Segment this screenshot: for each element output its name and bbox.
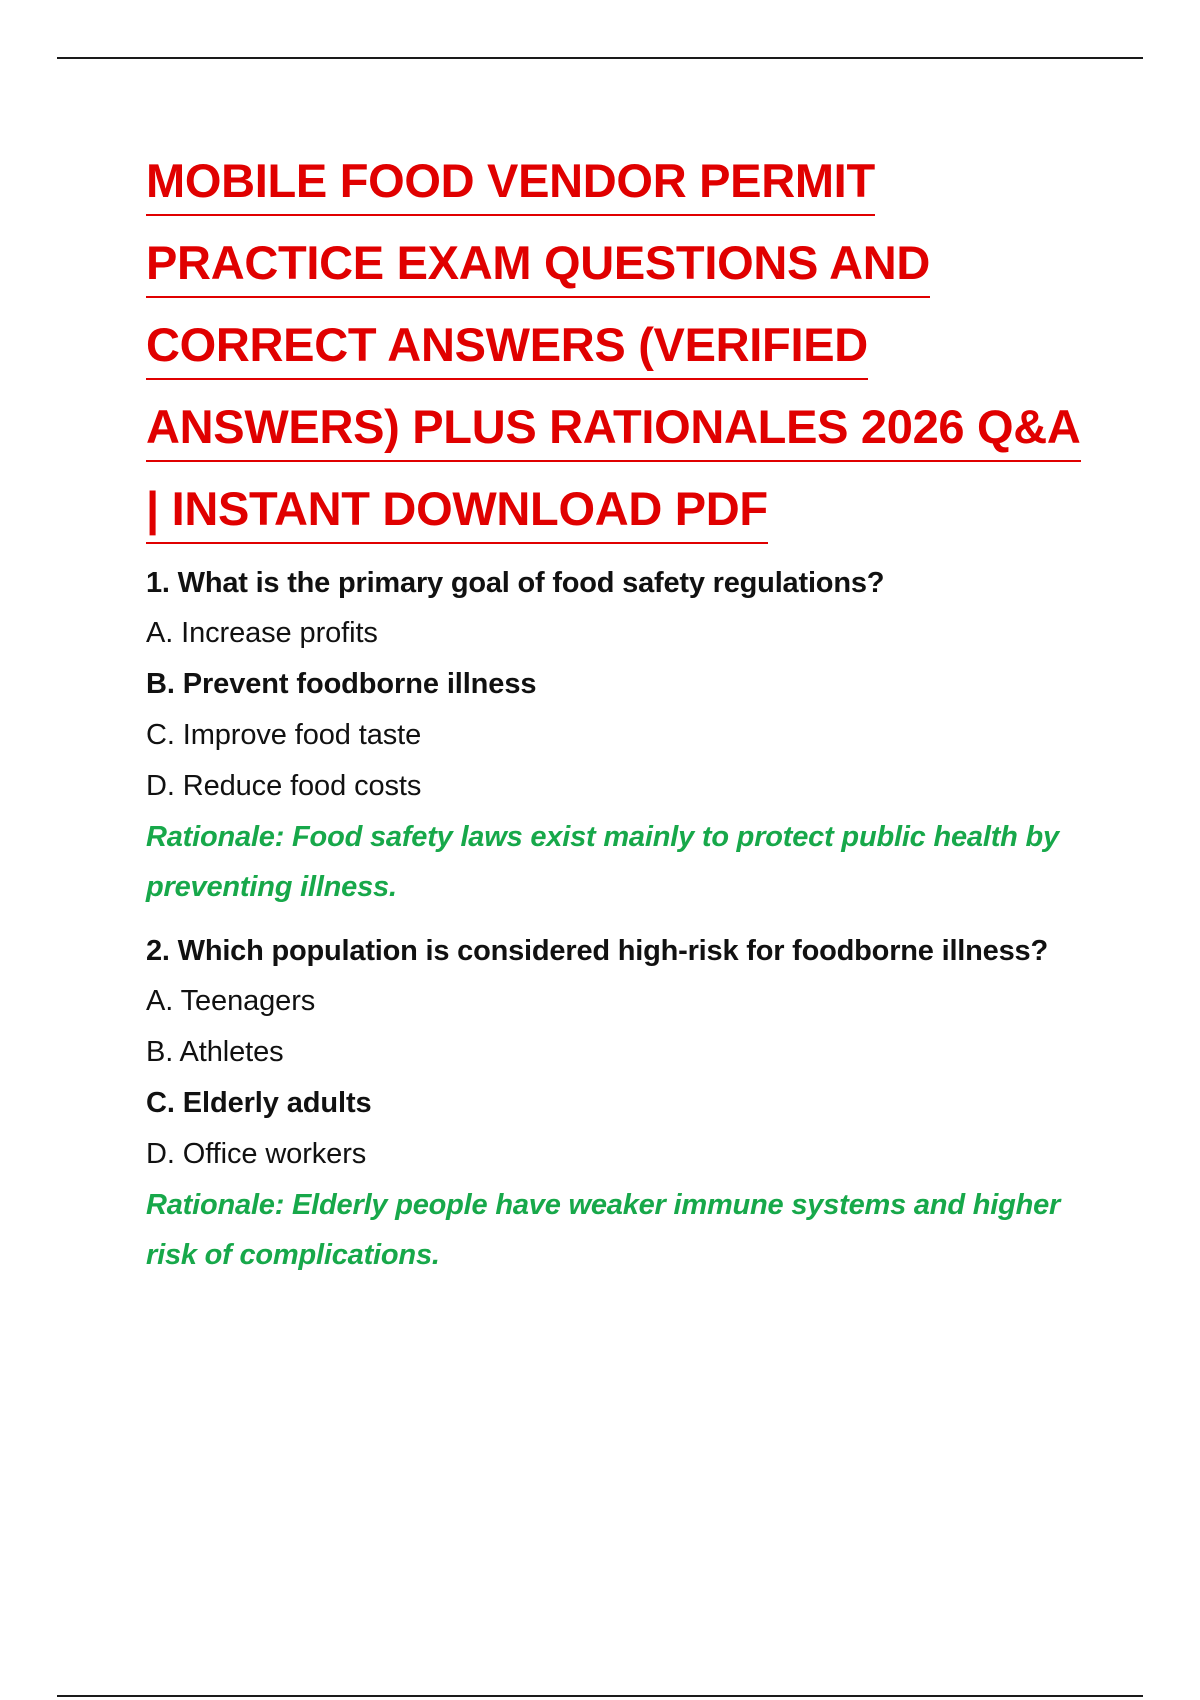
title-line: MOBILE FOOD VENDOR PERMIT bbox=[146, 148, 875, 216]
answer-option-a: A. Increase profits bbox=[146, 617, 378, 649]
answer-option-d: D. Reduce food costs bbox=[146, 770, 422, 802]
question-text: 2. Which population is considered high-risk for foodborne illness? bbox=[146, 935, 1048, 967]
document-body bbox=[146, 148, 1106, 1294]
document-title bbox=[146, 148, 1106, 544]
question-2 bbox=[146, 926, 1106, 1280]
top-divider bbox=[57, 57, 1143, 59]
title-line: PRACTICE EXAM QUESTIONS AND bbox=[146, 230, 930, 298]
answer-option-b-correct: B. Prevent foodborne illness bbox=[146, 668, 537, 700]
question-text: 1. What is the primary goal of food safety regulations? bbox=[146, 567, 885, 599]
bottom-divider bbox=[57, 1695, 1143, 1697]
answer-option-c: C. Improve food taste bbox=[146, 719, 422, 751]
answer-option-a: A. Teenagers bbox=[146, 985, 316, 1017]
answer-option-b: B. Athletes bbox=[146, 1036, 284, 1068]
rationale-text: Rationale: Elderly people have weaker immune systems and higher risk of complications. bbox=[146, 1189, 1061, 1271]
title-line: ANSWERS) PLUS RATIONALES 2026 Q&A bbox=[146, 394, 1081, 462]
title-line: | INSTANT DOWNLOAD PDF bbox=[146, 476, 768, 544]
answer-option-c-correct: C. Elderly adults bbox=[146, 1087, 372, 1119]
rationale-text: Rationale: Food safety laws exist mainly to protect public health by preventing illness. bbox=[146, 821, 1059, 903]
title-line: CORRECT ANSWERS (VERIFIED bbox=[146, 312, 868, 380]
question-1 bbox=[146, 558, 1106, 912]
answer-option-d: D. Office workers bbox=[146, 1138, 367, 1170]
